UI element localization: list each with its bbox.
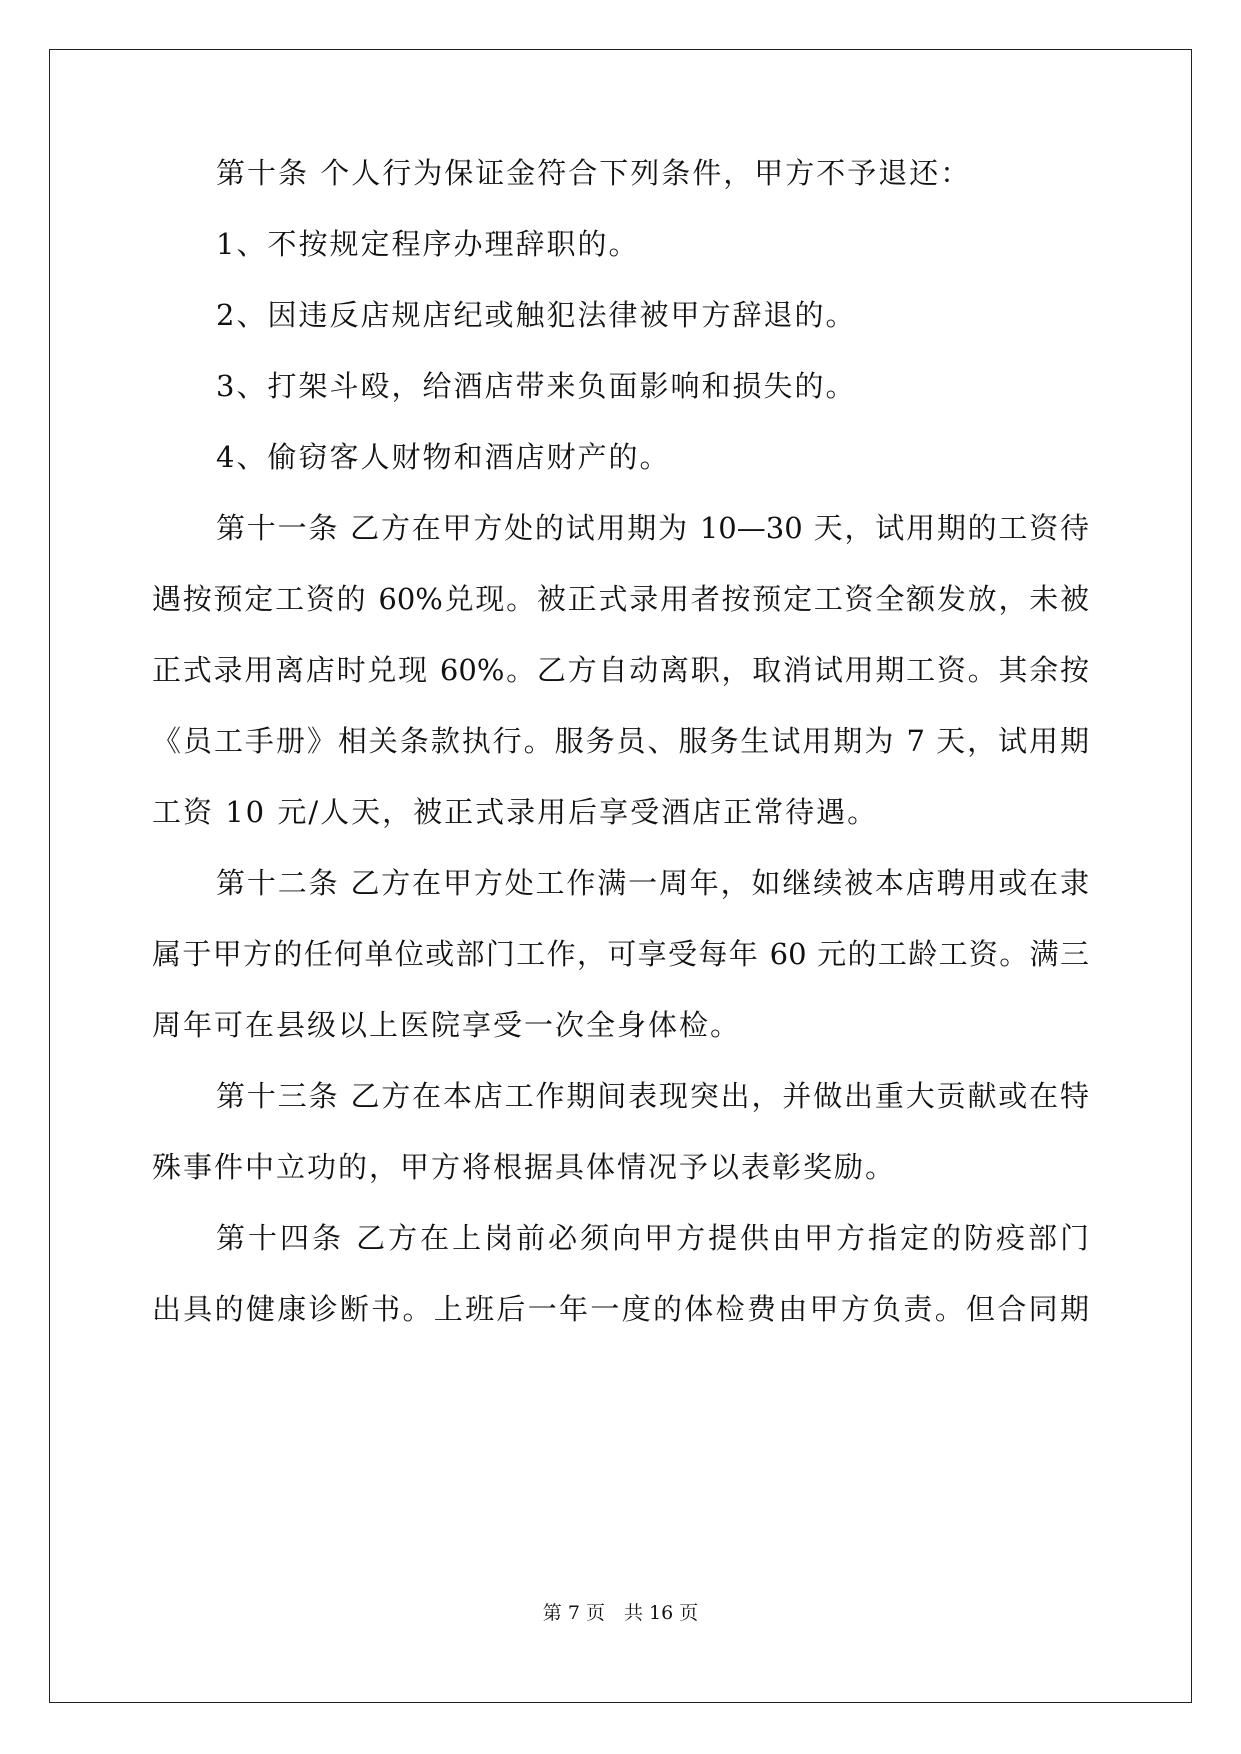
clause-12-line-2: 属于甲方的任何单位或部门工作，可享受每年 60 元的工龄工资。满三 [152,937,1089,971]
clause-14-line-1: 第十四条 乙方在上岗前必须向甲方提供由甲方指定的防疫部门 [216,1221,1089,1255]
clause-10-item-4: 4、偷窃客人财物和酒店财产的。 [216,440,671,474]
clause-11-line-5: 工资 10 元/人天，被正式录用后享受酒店正常待遇。 [152,795,879,829]
clause-10-heading: 第十条 个人行为保证金符合下列条件，甲方不予退还： [216,156,972,190]
clause-11-line-2: 遇按预定工资的 60%兑现。被正式录用者按预定工资全额发放，未被 [152,582,1089,616]
clause-10-item-1: 1、不按规定程序办理辞职的。 [216,227,640,261]
clause-13-line-2: 殊事件中立功的，甲方将根据具体情况予以表彰奖励。 [152,1150,897,1184]
clause-13-line-1: 第十三条 乙方在本店工作期间表现突出，并做出重大贡献或在特 [216,1079,1089,1113]
clause-14-line-2: 出具的健康诊断书。上班后一年一度的体检费由甲方负责。但合同期 [152,1292,1089,1326]
clause-10-item-3: 3、打架斗殴，给酒店带来负面影响和损失的。 [216,369,857,403]
page-number: 第 7 页 共 16 页 [542,1602,699,1624]
clause-11-line-3: 正式录用离店时兑现 60%。乙方自动离职，取消试用期工资。其余按 [152,653,1089,687]
clause-12-line-1: 第十二条 乙方在甲方处工作满一周年，如继续被本店聘用或在隶 [216,866,1089,900]
clause-10-item-2: 2、因违反店规店纪或触犯法律被甲方辞退的。 [216,298,857,332]
clause-11-line-1: 第十一条 乙方在甲方处的试用期为 10—30 天，试用期的工资待 [216,511,1089,545]
clause-11-line-4: 《员工手册》相关条款执行。服务员、服务生试用期为 7 天，试用期 [152,724,1089,758]
clause-12-line-3: 周年可在县级以上医院享受一次全身体检。 [152,1008,742,1042]
